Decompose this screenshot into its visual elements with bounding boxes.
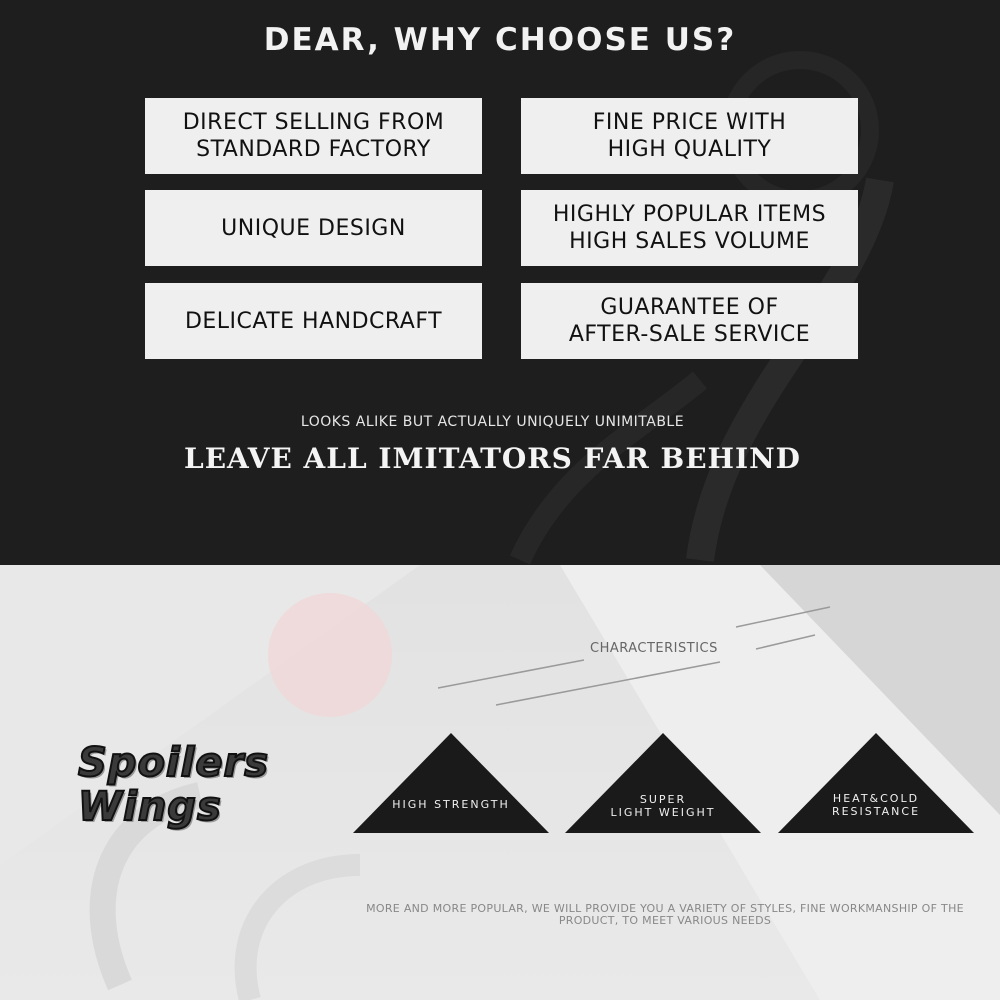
characteristic-label: SUPER LIGHT WEIGHT [610,793,716,819]
brand-line-1: Spoilers [78,740,270,786]
feature-card-fine-price [521,98,858,174]
feature-label: FINE PRICE WITH HIGH QUALITY [592,110,787,162]
feature-card-handcraft [145,283,482,359]
characteristic-label: HIGH STRENGTH [392,798,510,811]
feature-card-popular-items [521,190,858,266]
promo-subline: LOOKS ALIKE BUT ACTUALLY UNIQUELY UNIMITABLE [300,414,685,430]
promo-tagline: LEAVE ALL IMITATORS FAR BEHIND [184,442,801,475]
brand-line-2: Wings [78,784,222,830]
feature-label: GUARANTEE OF AFTER-SALE SERVICE [568,295,811,347]
feature-card-direct-selling [145,98,482,174]
feature-label: HIGHLY POPULAR ITEMS HIGH SALES VOLUME [552,202,827,254]
characteristic-light-weight [565,733,761,833]
characteristics-section [0,565,1000,1000]
feature-card-after-sale [521,283,858,359]
characteristic-high-strength [353,733,549,833]
triangle-shape [353,733,549,833]
characteristic-label: HEAT&COLD RESISTANCE [831,792,921,818]
feature-label: DELICATE HANDCRAFT [184,308,443,334]
feature-label: DIRECT SELLING FROM STANDARD FACTORY [182,110,445,162]
section-title: DEAR, WHY CHOOSE US? [263,22,737,58]
feature-label: UNIQUE DESIGN [221,215,406,241]
footer-description: MORE AND MORE POPULAR, WE WILL PROVIDE YOU A VARIETY OF STYLES, FINE WORKMANSHIP OF THE PRODUCT, TO MEET VARIOUS NEEDS [366,902,964,927]
triangle-shape [778,733,974,833]
characteristics-label: CHARACTERISTICS [590,641,718,656]
characteristic-heat-cold-resistance [778,733,974,833]
product-brand-title [78,741,269,829]
feature-card-unique-design [145,190,482,266]
